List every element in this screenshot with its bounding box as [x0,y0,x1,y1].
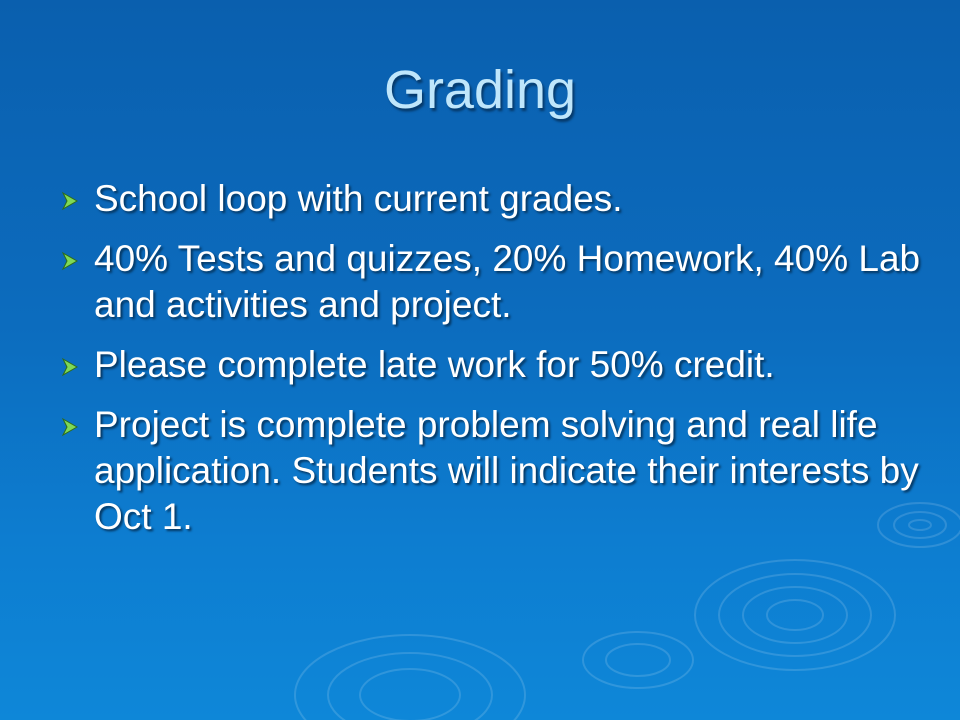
slide-title: Grading [383,60,577,120]
bullet-list [58,176,938,554]
arrow-bullet-icon [60,357,80,377]
bullet-item [58,402,938,540]
bullet-item [58,176,938,222]
bullet-text: School loop with current grades. [94,178,623,219]
arrow-bullet-icon [60,417,80,437]
arrow-bullet-icon [60,251,80,271]
arrow-bullet-icon [60,191,80,211]
bullet-item [58,236,938,328]
bullet-item [58,342,938,388]
bullet-text: 40% Tests and quizzes, 20% Homework, 40% Lab and activities and project. [94,238,921,325]
bullet-text: Please complete late work for 50% credit. [94,344,775,385]
bullet-text: Project is complete problem solving and real life application. Students will indicate their interests by Oct 1. [94,404,919,537]
